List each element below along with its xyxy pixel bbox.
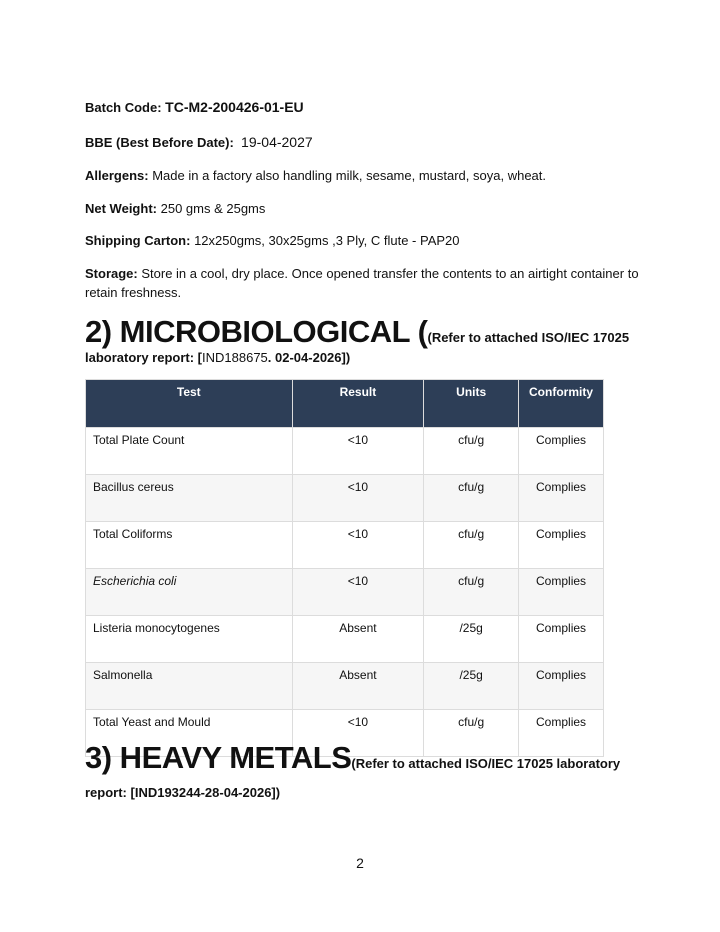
cell-result: <10 [292,569,424,616]
table-row [86,475,604,522]
cell-test: Bacillus cereus [86,475,293,522]
table-row [86,616,604,663]
microbiological-heading-sub [85,350,350,365]
cell-test: Total Plate Count [86,428,293,475]
shipping-carton-label: Shipping Carton: [85,233,191,248]
allergens-label: Allergens: [85,168,149,183]
cell-result: Absent [292,663,424,710]
microbiological-heading-note: (Refer to attached ISO/IEC 17025 [427,330,630,345]
cell-result: <10 [292,475,424,522]
net-weight-label: Net Weight: [85,201,157,216]
cell-units: cfu/g [424,475,519,522]
storage-paragraph [85,264,645,302]
page-number: 2 [356,855,364,871]
storage-value: Store in a cool, dry place. Once opened transfer the contents to an airtight container to retain freshness. [85,266,639,300]
bbe-line [85,133,313,152]
micro-sub-c: . 02-04-2026 [267,350,342,365]
cell-units: cfu/g [424,569,519,616]
cell-conformity: Complies [519,710,604,757]
cell-units: cfu/g [424,710,519,757]
header-conformity: Conformity [519,380,604,428]
heavy-metals-heading-note: (Refer to attached ISO/IEC 17025 laboratory [351,756,621,771]
heavy-metals-heading [85,740,620,776]
cell-result: <10 [292,522,424,569]
bbe-label: BBE (Best Before Date): [85,135,234,150]
heavy-metals-heading-sub: report: [IND193244-28-04-2026]) [85,785,281,800]
cell-conformity: Complies [519,475,604,522]
table-row [86,522,604,569]
header-result: Result [292,380,424,428]
cell-units: /25g [424,616,519,663]
cell-conformity: Complies [519,428,604,475]
microbiological-heading-main: 2) MICROBIOLOGICAL ( [85,314,428,349]
allergens-line [85,167,546,185]
table-row [86,569,604,616]
micro-sub-a: laboratory report: [ [85,350,203,365]
cell-result: <10 [292,710,424,757]
cell-result: <10 [292,428,424,475]
allergens-value: Made in a factory also handling milk, sesame, mustard, soya, wheat. [152,168,546,183]
batch-code-value: TC-M2-200426-01-EU [165,99,304,115]
microbiological-heading [85,314,629,350]
cell-units: /25g [424,663,519,710]
cell-test: Total Yeast and Mould [86,710,293,757]
micro-report-id: IND188675 [202,350,268,365]
batch-code-label: Batch Code: [85,100,166,115]
header-units: Units [424,380,519,428]
header-test: Test [86,380,293,428]
microbiological-table [85,379,604,757]
net-weight-line [85,200,265,218]
cell-test: Listeria monocytogenes [86,616,293,663]
cell-test: Salmonella [86,663,293,710]
cell-result: Absent [292,616,424,663]
table-header-row [86,380,604,428]
cell-conformity: Complies [519,569,604,616]
heavy-metals-heading-main: 3) HEAVY METALS [85,740,352,775]
table-row [86,428,604,475]
cell-conformity: Complies [519,663,604,710]
net-weight-value: 250 gms & 25gms [160,201,266,216]
cell-conformity: Complies [519,616,604,663]
cell-test: Escherichia coli [86,569,293,616]
cell-conformity: Complies [519,522,604,569]
shipping-carton-value: 12x250gms, 30x25gms ,3 Ply, C flute - PAP20 [194,233,460,248]
cell-test: Total Coliforms [86,522,293,569]
cell-units: cfu/g [424,428,519,475]
bbe-value: 19-04-2027 [241,134,313,150]
cell-units: cfu/g [424,522,519,569]
shipping-carton-line [85,232,460,250]
micro-sub-d: ]) [341,350,351,365]
batch-code-line [85,98,304,117]
storage-label: Storage: [85,266,138,281]
table-row [86,663,604,710]
